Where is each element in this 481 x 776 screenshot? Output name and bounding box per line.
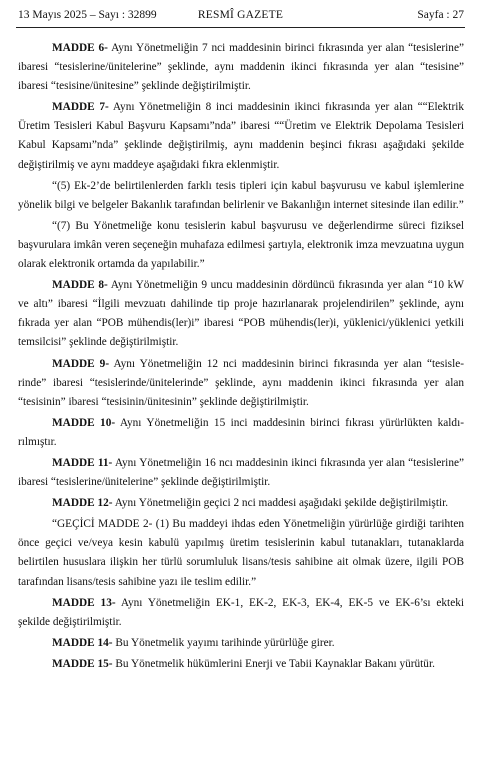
article-text: Aynı Yönetmeliğin 7 nci maddesinin birinci fıkrasında yer alan “tesislerine” ibaresi “tesislerine/ünitelerine” şeklinde, aynı maddenin ikinci fıkrasında yer alan “tesisine” ibaresi “tesisine/ünitesine” şeklinde değiştirilmiştir. — [18, 42, 464, 93]
article-label: MADDE 7- — [52, 101, 109, 114]
clause-text: “(7) Bu Yönetmeliğe konu tesislerin kabul başvurusu ve değerlendirme süreci fiziksel başvurulara imkân veren seçeneğin muhafaza edilmesi şartıyla, elektronik imza mevzuatına uygun olarak elektronik ortamda da yapılabilir.” — [18, 219, 464, 271]
header-page-number: Sayfa : 27 — [417, 9, 464, 21]
article-label: MADDE 14- — [52, 636, 113, 649]
article-text: Bu Yönetmelik yayımı tarihinde yürürlüğe girer. — [112, 636, 335, 649]
article-6 — [18, 39, 464, 96]
header-date-issue: 13 Mayıs 2025 – Sayı : 32899 — [18, 9, 157, 21]
header-divider — [16, 27, 465, 28]
article-text: Bu Yönetmelik hükümlerini Enerji ve Tabii Kaynaklar Bakanı yürütür. — [112, 657, 435, 670]
article-text: Aynı Yönetmeliğin 9 uncu maddesinin dördüncü fıkrasında yer alan “10 kW ve altı” ibaresi “İlgili mevzuatı dahilinde tip proje hazırlanarak projelendirilen” şeklinde, aynı fıkrada yer alan “POB mühendis(ler)i” ibaresi “POB mühendis(ler)i, yüklenici/yüklenici yetkili temsilcisi” şeklinde değiştirilmiştir. — [18, 279, 464, 349]
article-label: MADDE 9- — [52, 357, 110, 370]
article-label: MADDE 12- — [52, 497, 113, 510]
article-7-clause-7 — [18, 217, 464, 274]
article-15 — [18, 655, 464, 674]
document-body — [18, 39, 464, 676]
article-label: MADDE 11- — [52, 456, 113, 469]
clause-text: “(5) Ek-2’de belirtilenlerden farklı tesis tipleri için kabul başvurusu ve kabul işlemlerine yönelik bilgi ve belgeler Bakanlık tarafından belirlenir ve Bakanlığın internet sitesinde ilan edilir.” — [18, 179, 464, 211]
article-label: MADDE 10- — [52, 416, 116, 429]
article-label: MADDE 15- — [52, 657, 113, 670]
article-7-clause-5 — [18, 177, 464, 215]
article-text: Aynı Yönetmeliğin EK-1, EK-2, EK-3, EK-4, EK-5 ve EK-6’sı ekteki şekilde değiştirilmiştir. — [18, 596, 464, 628]
article-10 — [18, 414, 464, 452]
page-header — [0, 0, 481, 30]
article-text: Aynı Yönetmeliğin 15 inci maddesinin birinci fıkrası yürürlükten kaldırılmıştır. — [18, 416, 464, 448]
article-8 — [18, 276, 464, 352]
article-label: MADDE 13- — [52, 596, 116, 609]
article-9 — [18, 355, 464, 412]
article-label: MADDE 8- — [52, 279, 108, 292]
article-14 — [18, 634, 464, 653]
article-11 — [18, 454, 464, 492]
clause-text: “GEÇİCİ MADDE 2- (1) Bu maddeyi ihdas eden Yönetmeliğin yürürlüğe girdiği tarihten önce geçici ve/veya kesin kabulü yapılmış üretim tesislerinin kabul tutanakları, tutanaklarda belirtilen hususlara ilişkin her türlü sorumluluk lisans/tesis sahibine ait olmak üzere, ilgili POB tarafından lisans/tesis sahibine yazı ile teslim edilir.” — [18, 518, 464, 588]
article-12 — [18, 494, 464, 513]
article-text: Aynı Yönetmeliğin 8 inci maddesinin ikinci fıkrasında yer alan ““Elektrik Üretim Tesisleri Kabul Başvuru Kapsamı”nda” ibaresi ““Üretim ve Elektrik Depolama Tesisleri Kabul Kapsamı”nda” şeklinde değiştirilmiş, aynı maddenin beşinci fıkrası aşağıdaki şekilde değiştirilmiş ve aynı maddeye aşağıdaki fıkra eklenmiştir. — [18, 101, 464, 171]
header-gazette-title: RESMÎ GAZETE — [197, 9, 284, 21]
article-text: Aynı Yönetmeliğin 12 nci maddesinin birinci fıkrasında yer alan “tesislerinde” ibaresi “tesislerinde/ünitelerinde” şeklinde, aynı maddenin ikinci fıkrasında yer alan “tesisinin” ibaresi “tesisinin/ünitesinin” şeklinde değiştirilmiştir. — [18, 357, 464, 408]
article-13 — [18, 594, 464, 632]
article-label: MADDE 6- — [52, 42, 108, 54]
temporary-article-2 — [18, 515, 464, 591]
article-7 — [18, 98, 464, 174]
article-text: Aynı Yönetmeliğin geçici 2 nci maddesi aşağıdaki şekilde değiştirilmiştir. — [112, 497, 449, 510]
article-text: Aynı Yönetmeliğin 16 ncı maddesinin ikinci fıkrasında yer alan “tesislerine” ibaresi “tesislerine/ünitelerine” şeklinde değiştirilmiştir. — [18, 456, 465, 489]
